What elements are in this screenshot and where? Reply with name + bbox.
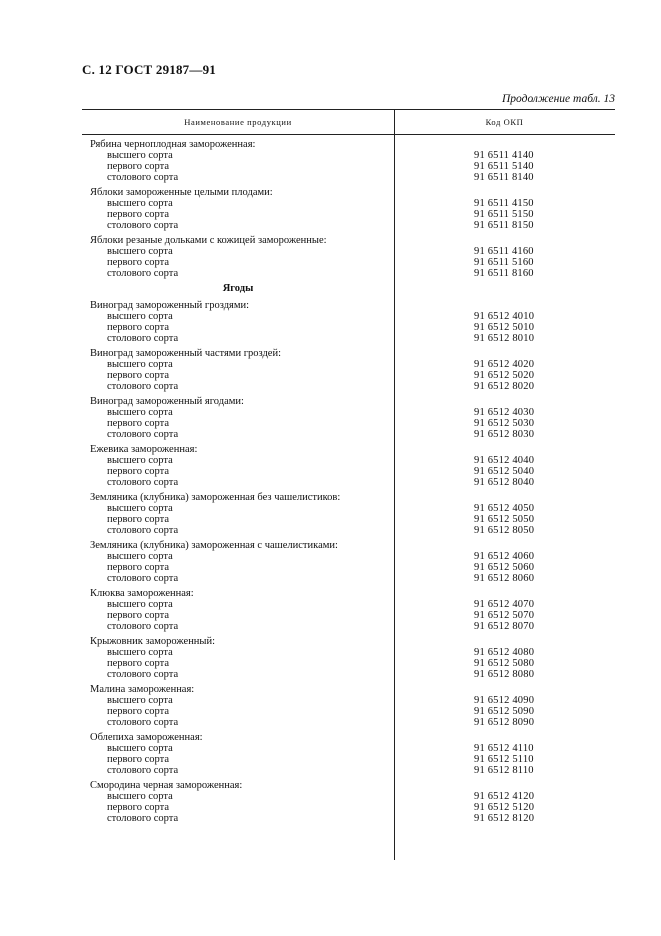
okp-code: 91 6512 8080 [474, 669, 535, 680]
grade-label: первого сорта [107, 610, 169, 621]
product-name: Клюква замороженная: [90, 588, 194, 599]
grade-label: первого сорта [107, 418, 169, 429]
okp-code: 91 6512 8070 [474, 621, 535, 632]
table-row [82, 647, 615, 658]
product-name: Рябина черноплодная замороженная: [90, 139, 256, 150]
product-group [82, 540, 615, 584]
table-row [82, 220, 615, 231]
product-group-heading-row [82, 540, 615, 551]
product-group [82, 139, 615, 183]
okp-code: 91 6512 4120 [474, 791, 535, 802]
table-row [82, 198, 615, 209]
table-row [82, 503, 615, 514]
grade-label: столового сорта [107, 765, 179, 776]
grade-label: первого сорта [107, 562, 169, 573]
grade-label: высшего сорта [107, 150, 173, 161]
product-name: Смородина черная замороженная: [90, 780, 243, 791]
okp-code: 91 6511 8150 [474, 220, 534, 231]
grade-label: первого сорта [107, 209, 169, 220]
grade-label: столового сорта [107, 525, 179, 536]
okp-code: 91 6512 5110 [474, 754, 534, 765]
grade-label: высшего сорта [107, 551, 173, 562]
grade-label: столового сорта [107, 621, 179, 632]
table-row [82, 514, 615, 525]
product-group-heading-row [82, 444, 615, 455]
table-row [82, 765, 615, 776]
table-row [82, 209, 615, 220]
table-row [82, 161, 615, 172]
okp-code: 91 6512 4060 [474, 551, 535, 562]
product-group [82, 300, 615, 344]
grade-label: столового сорта [107, 429, 179, 440]
grade-label: высшего сорта [107, 311, 173, 322]
grade-label: высшего сорта [107, 246, 173, 257]
product-group [82, 187, 615, 231]
grade-label: первого сорта [107, 370, 169, 381]
okp-code: 91 6511 5160 [474, 257, 534, 268]
column-header-name: Наименование продукции [184, 117, 292, 127]
grade-label: столового сорта [107, 813, 179, 824]
product-group [82, 492, 615, 536]
product-group-heading-row [82, 396, 615, 407]
table-row [82, 525, 615, 536]
grade-label: высшего сорта [107, 455, 173, 466]
grade-label: высшего сорта [107, 503, 173, 514]
okp-code: 91 6512 8020 [474, 381, 535, 392]
product-name: Облепиха замороженная: [90, 732, 203, 743]
table-header-row [82, 110, 615, 135]
table-row [82, 257, 615, 268]
product-group-heading-row [82, 300, 615, 311]
okp-code: 91 6511 4150 [474, 198, 534, 209]
table-row [82, 562, 615, 573]
okp-code: 91 6512 4110 [474, 743, 534, 754]
okp-code: 91 6512 5030 [474, 418, 535, 429]
okp-code: 91 6512 8030 [474, 429, 535, 440]
table-row [82, 599, 615, 610]
table-row [82, 621, 615, 632]
table-row [82, 407, 615, 418]
product-group-heading-row [82, 780, 615, 791]
section-title: Ягоды [222, 283, 254, 294]
grade-label: столового сорта [107, 717, 179, 728]
grade-label: первого сорта [107, 161, 169, 172]
grade-label: высшего сорта [107, 198, 173, 209]
okp-code: 91 6511 5150 [474, 209, 534, 220]
table-row [82, 455, 615, 466]
product-group-heading-row [82, 348, 615, 359]
okp-code: 91 6512 5120 [474, 802, 535, 813]
product-name: Ежевика замороженная: [90, 444, 198, 455]
product-name: Земляника (клубника) замороженная без чашелистиков: [90, 492, 341, 503]
product-group-heading-row [82, 588, 615, 599]
grade-label: столового сорта [107, 268, 179, 279]
product-name: Земляника (клубника) замороженная с чашелистиками: [90, 540, 338, 551]
product-group-heading-row [82, 187, 615, 198]
product-code-table [82, 109, 615, 828]
grade-label: первого сорта [107, 658, 169, 669]
grade-label: высшего сорта [107, 407, 173, 418]
product-group-heading-row [82, 636, 615, 647]
product-group-heading-row [82, 235, 615, 246]
product-name: Крыжовник замороженный: [90, 636, 216, 647]
grade-label: столового сорта [107, 573, 179, 584]
product-group [82, 684, 615, 728]
product-group [82, 732, 615, 776]
table-row [82, 418, 615, 429]
grade-label: столового сорта [107, 333, 179, 344]
grade-label: высшего сорта [107, 791, 173, 802]
table-row [82, 172, 615, 183]
product-group [82, 588, 615, 632]
product-group-heading-row [82, 492, 615, 503]
table-row [82, 802, 615, 813]
grade-label: столового сорта [107, 381, 179, 392]
table-row [82, 743, 615, 754]
okp-code: 91 6512 8040 [474, 477, 535, 488]
okp-code: 91 6512 8060 [474, 573, 535, 584]
grade-label: первого сорта [107, 257, 169, 268]
table-body [82, 135, 615, 824]
grade-label: первого сорта [107, 802, 169, 813]
table-row [82, 477, 615, 488]
product-group-heading-row [82, 732, 615, 743]
product-group [82, 396, 615, 440]
table-row [82, 150, 615, 161]
okp-code: 91 6512 4010 [474, 311, 535, 322]
grade-label: первого сорта [107, 706, 169, 717]
table-row [82, 246, 615, 257]
product-group [82, 780, 615, 824]
grade-label: первого сорта [107, 466, 169, 477]
okp-code: 91 6512 4050 [474, 503, 535, 514]
table-row [82, 466, 615, 477]
page-header: С. 12 ГОСТ 29187—91 [82, 62, 216, 77]
table-row [82, 669, 615, 680]
grade-label: высшего сорта [107, 647, 173, 658]
grade-label: столового сорта [107, 477, 179, 488]
table-row [82, 381, 615, 392]
okp-code: 91 6512 4030 [474, 407, 535, 418]
grade-label: первого сорта [107, 754, 169, 765]
table-row [82, 322, 615, 333]
okp-code: 91 6512 8050 [474, 525, 535, 536]
okp-code: 91 6511 5140 [474, 161, 534, 172]
grade-label: столового сорта [107, 172, 179, 183]
okp-code: 91 6512 5080 [474, 658, 535, 669]
table-row [82, 717, 615, 728]
okp-code: 91 6512 5070 [474, 610, 535, 621]
table-row [82, 573, 615, 584]
table-row [82, 706, 615, 717]
column-divider [394, 110, 395, 860]
table-row [82, 791, 615, 802]
okp-code: 91 6512 5090 [474, 706, 535, 717]
okp-code: 91 6512 4020 [474, 359, 535, 370]
table-row [82, 311, 615, 322]
groups-after-section [82, 300, 615, 824]
column-header-code: Код ОКП [485, 117, 524, 127]
table-row [82, 333, 615, 344]
table-row [82, 429, 615, 440]
product-name: Яблоки резаные дольками с кожицей замороженные: [90, 235, 327, 246]
table-row [82, 268, 615, 279]
table-row [82, 551, 615, 562]
okp-code: 91 6512 5050 [474, 514, 535, 525]
product-group [82, 636, 615, 680]
grade-label: высшего сорта [107, 599, 173, 610]
okp-code: 91 6512 4080 [474, 647, 535, 658]
okp-code: 91 6512 4040 [474, 455, 535, 466]
product-name: Яблоки замороженные целыми плодами: [90, 187, 273, 198]
okp-code: 91 6512 8120 [474, 813, 535, 824]
product-group-heading-row [82, 684, 615, 695]
table-row [82, 658, 615, 669]
section-title-row [82, 281, 615, 296]
okp-code: 91 6512 8090 [474, 717, 535, 728]
okp-code: 91 6512 5020 [474, 370, 535, 381]
table-row [82, 610, 615, 621]
okp-code: 91 6512 5040 [474, 466, 535, 477]
grade-label: первого сорта [107, 322, 169, 333]
okp-code: 91 6511 4160 [474, 246, 534, 257]
okp-code: 91 6511 4140 [474, 150, 534, 161]
okp-code: 91 6512 4070 [474, 599, 535, 610]
okp-code: 91 6512 8010 [474, 333, 535, 344]
okp-code: 91 6512 5060 [474, 562, 535, 573]
table-row [82, 359, 615, 370]
table-row [82, 813, 615, 824]
product-name: Виноград замороженный гроздями: [90, 300, 250, 311]
table-row [82, 754, 615, 765]
table-row [82, 695, 615, 706]
product-name: Малина замороженная: [90, 684, 195, 695]
product-group [82, 444, 615, 488]
okp-code: 91 6511 8140 [474, 172, 534, 183]
okp-code: 91 6512 8110 [474, 765, 534, 776]
okp-code: 91 6512 5010 [474, 322, 535, 333]
product-group-heading-row [82, 139, 615, 150]
okp-code: 91 6512 4090 [474, 695, 535, 706]
grade-label: столового сорта [107, 669, 179, 680]
grade-label: столового сорта [107, 220, 179, 231]
product-group [82, 235, 615, 279]
product-name: Виноград замороженный частями гроздей: [90, 348, 282, 359]
table-continuation-label: Продолжение табл. 13 [502, 93, 615, 105]
grade-label: высшего сорта [107, 695, 173, 706]
product-group [82, 348, 615, 392]
product-name: Виноград замороженный ягодами: [90, 396, 244, 407]
table-row [82, 370, 615, 381]
grade-label: высшего сорта [107, 743, 173, 754]
grade-label: высшего сорта [107, 359, 173, 370]
groups-before-section [82, 139, 615, 279]
okp-code: 91 6511 8160 [474, 268, 534, 279]
grade-label: первого сорта [107, 514, 169, 525]
